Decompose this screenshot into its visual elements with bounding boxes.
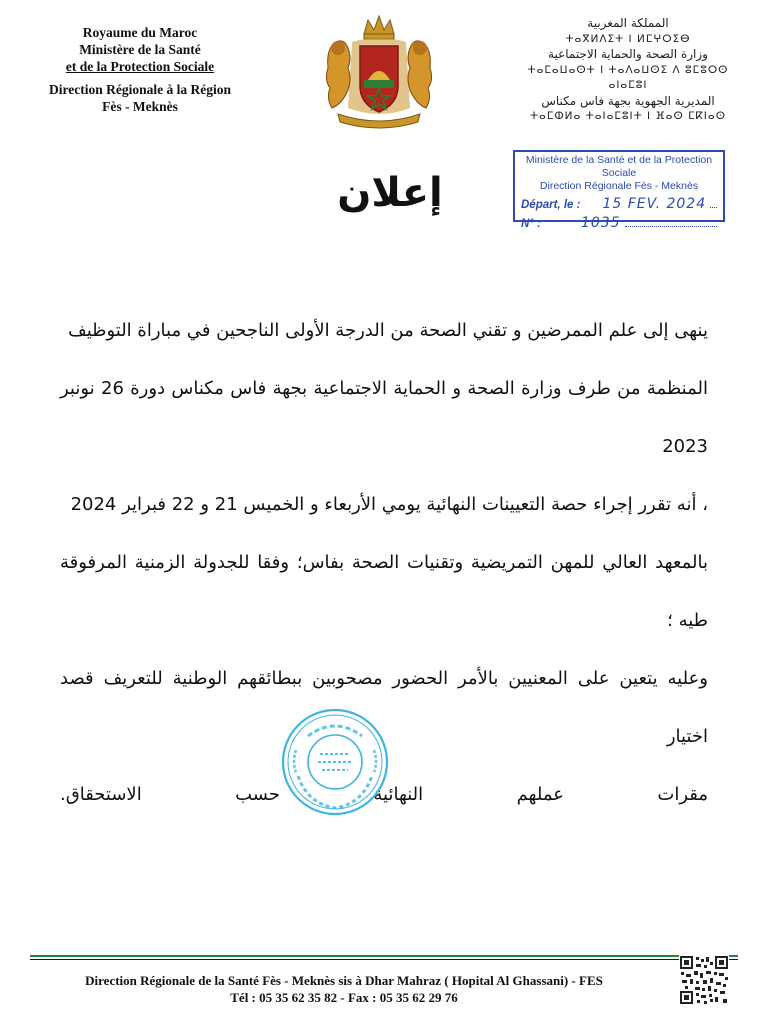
header-tfn-direction: ⵜⴰⵎⵀⵍⴰ ⵜⴰⵏⴰⵎⵓⵏⵜ ⵏ ⴼⴰⵙ ⵎⴽⵏⴰⵙ xyxy=(529,110,727,122)
header-ar-ministry: وزارة الصحة والحماية الاجتماعية xyxy=(548,47,708,61)
document-title: إعلان xyxy=(337,170,443,216)
body-word: عملهم xyxy=(516,784,564,805)
footer-rule-green xyxy=(30,955,738,957)
body-word: مقرات xyxy=(657,784,708,805)
header-arabic xyxy=(512,16,744,125)
coat-of-arms-emblem xyxy=(318,8,440,132)
stamp-number-row xyxy=(521,215,717,231)
header-direction: Direction Régionale à la Région xyxy=(49,82,231,97)
body-word: الاستحقاق. xyxy=(60,784,142,805)
official-seal-stamp xyxy=(278,706,392,818)
body-line: بالمعهد العالي للمهن التمريضية وتقنيات الصحة بفاس؛ وفقا للجدولة الزمنية المرفوقة طيه ؛ xyxy=(60,552,708,631)
body-line: ، أنه تقرر إجراء حصة التعيينات النهائية يومي الأربعاء و الخميس 21 و 22 فبراير 2024 xyxy=(70,494,708,515)
stamp-depart-date: 15 FEV. 2024 xyxy=(602,196,707,212)
footer xyxy=(24,972,664,1006)
footer-rule-dark xyxy=(30,959,738,960)
body-line: ينهى إلى علم الممرضين و تقني الصحة من الدرجة الأولى الناجحين في مباراة التوظيف xyxy=(68,320,708,341)
footer-address: Direction Régionale de la Santé Fès - Meknès sis à Dhar Mahraz ( Hopital Al Ghassani) - FES xyxy=(85,973,603,988)
footer-contact: Tél : 05 35 62 35 82 - Fax : 05 35 62 29 76 xyxy=(230,990,458,1005)
departure-stamp xyxy=(513,150,725,231)
header-tfn-ministry: ⵜⴰⵎⴰⵡⴰⵙⵜ ⵏ ⵜⴰⴷⴰⵡⵙⵉ ⴷ ⵓⵎⵓⵔⵙ ⴰⵏⴰⵎⵓⵏ xyxy=(527,63,729,91)
body-word: النهائية xyxy=(373,784,424,805)
header-kingdom: Royaume du Maroc xyxy=(82,25,198,40)
header-tfn-kingdom: ⵜⴰⴳⵍⴷⵉⵜ ⵏ ⵍⵎⵖⵔⵉⴱ xyxy=(565,32,691,45)
stamp-number-label: N° : xyxy=(521,218,541,230)
body-line: وعليه يتعين على المعنيين بالأمر الحضور مصحوبين ببطائقهم الوطنية للتعريف قصد اختيار xyxy=(60,668,708,747)
body-line: المنظمة من طرف وزارة الصحة و الحماية الاجتماعية بجهة فاس مكناس دورة 26 نونبر 2023 xyxy=(60,378,708,457)
header-region: Fès - Meknès xyxy=(102,99,178,114)
header-french xyxy=(20,24,260,115)
stamp-number-value: 1035 xyxy=(580,215,621,231)
header-ar-kingdom: المملكة المغربية xyxy=(587,16,669,30)
header-ar-direction: المديرية الجهوية بجهة فاس مكناس xyxy=(541,93,715,108)
stamp-direction: Direction Régionale Fès - Meknès xyxy=(539,180,699,192)
header-ministry-2: et de la Protection Sociale xyxy=(65,59,215,74)
stamp-ministry: Ministère de la Santé et de la Protection Sociale xyxy=(525,154,713,179)
body-word: حسب xyxy=(235,784,280,805)
qr-code xyxy=(679,955,729,1005)
stamp-depart-row xyxy=(521,196,717,212)
header-ministry: Ministère de la Santé xyxy=(79,42,201,57)
stamp-depart-label: Départ, le : xyxy=(521,199,581,211)
